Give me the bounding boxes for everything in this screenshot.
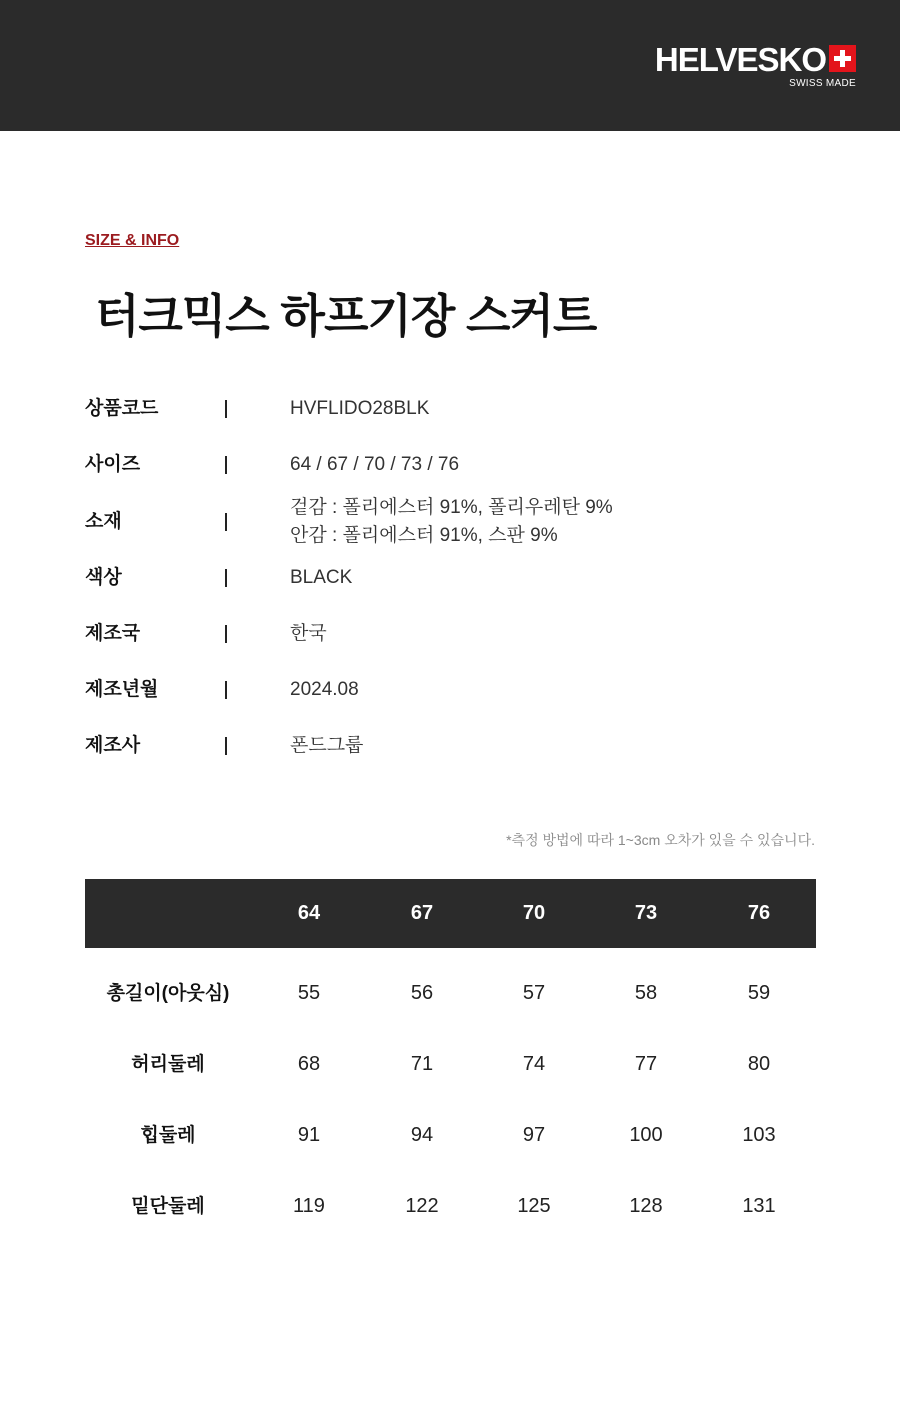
info-label: 상품코드 <box>85 398 159 419</box>
info-value: 한국 <box>290 623 327 644</box>
info-value: 64 / 67 / 70 / 73 / 76 <box>290 454 460 475</box>
info-value: 폰드그룹 <box>290 735 364 756</box>
info-row-size <box>85 445 815 485</box>
info-label: 제조국 <box>85 623 141 644</box>
size-table-header <box>85 879 816 948</box>
swiss-cross-icon <box>829 45 856 72</box>
section-tag: SIZE & INFO <box>85 232 180 249</box>
product-title: 터크믹스 하프기장 스커트 <box>95 290 597 342</box>
info-separator <box>225 681 227 699</box>
info-row-manufacture-date <box>85 670 815 710</box>
table-cell: 125 <box>517 1195 551 1217</box>
size-table <box>85 879 816 1242</box>
info-label: 색상 <box>85 567 122 588</box>
info-label: 사이즈 <box>85 454 141 475</box>
table-cell: 58 <box>634 982 658 1004</box>
table-cell: 91 <box>297 1124 321 1146</box>
table-cell: 100 <box>629 1124 663 1146</box>
material-outer: 겉감 : 폴리에스터 91%, 폴리우레탄 9% <box>290 497 613 518</box>
info-value <box>290 494 613 550</box>
brand-tagline: SWISS MADE <box>789 78 856 89</box>
size-header-cell: 70 <box>522 902 546 924</box>
info-row-manufacturer <box>85 726 815 766</box>
info-row-product-code <box>85 389 815 429</box>
brand-header <box>0 0 900 131</box>
table-cell: 103 <box>742 1124 776 1146</box>
size-header-cell: 67 <box>410 902 434 924</box>
info-row-material <box>85 497 815 546</box>
info-value: HVFLIDO28BLK <box>290 398 430 419</box>
brand-logo <box>654 41 856 92</box>
table-row <box>85 1100 816 1171</box>
table-cell: 68 <box>297 1053 321 1075</box>
table-cell: 94 <box>410 1124 434 1146</box>
info-value: 2024.08 <box>290 679 359 700</box>
table-cell: 57 <box>522 982 546 1004</box>
material-lining: 안감 : 폴리에스터 91%, 스판 9% <box>290 525 558 546</box>
measurement-note: *측정 방법에 따라 1~3cm 오차가 있을 수 있습니다. <box>506 832 815 848</box>
info-separator <box>225 625 227 643</box>
info-separator <box>225 569 227 587</box>
table-row <box>85 1171 816 1242</box>
table-row <box>85 958 816 1029</box>
info-separator <box>225 456 227 474</box>
table-cell: 71 <box>410 1053 434 1075</box>
size-header-cell: 64 <box>297 902 321 924</box>
info-separator <box>225 737 227 755</box>
size-header-cell: 76 <box>747 902 771 924</box>
info-label: 제조사 <box>85 735 141 756</box>
row-label: 허리둘레 <box>131 1054 205 1075</box>
table-cell: 80 <box>747 1053 771 1075</box>
table-cell: 77 <box>634 1053 658 1075</box>
size-header-cell: 73 <box>634 902 658 924</box>
table-cell: 119 <box>293 1195 325 1217</box>
row-label: 힙둘레 <box>140 1125 196 1146</box>
table-cell: 56 <box>410 982 434 1004</box>
table-cell: 74 <box>522 1053 546 1075</box>
row-label: 밑단둘레 <box>131 1196 205 1217</box>
info-label: 소재 <box>85 511 122 532</box>
info-row-country <box>85 614 815 654</box>
info-row-color <box>85 558 815 598</box>
info-separator <box>225 400 227 418</box>
row-label: 총길이(아웃심) <box>106 983 230 1004</box>
info-label: 제조년월 <box>85 679 159 700</box>
table-cell: 122 <box>405 1195 439 1217</box>
info-value: BLACK <box>290 567 353 588</box>
table-cell: 55 <box>297 982 321 1004</box>
table-cell: 131 <box>742 1195 776 1217</box>
brand-name: HELVESKO <box>654 41 826 78</box>
table-cell: 59 <box>747 982 771 1004</box>
info-separator <box>225 513 227 531</box>
table-row <box>85 1029 816 1100</box>
table-cell: 128 <box>629 1195 663 1217</box>
table-cell: 97 <box>522 1124 546 1146</box>
